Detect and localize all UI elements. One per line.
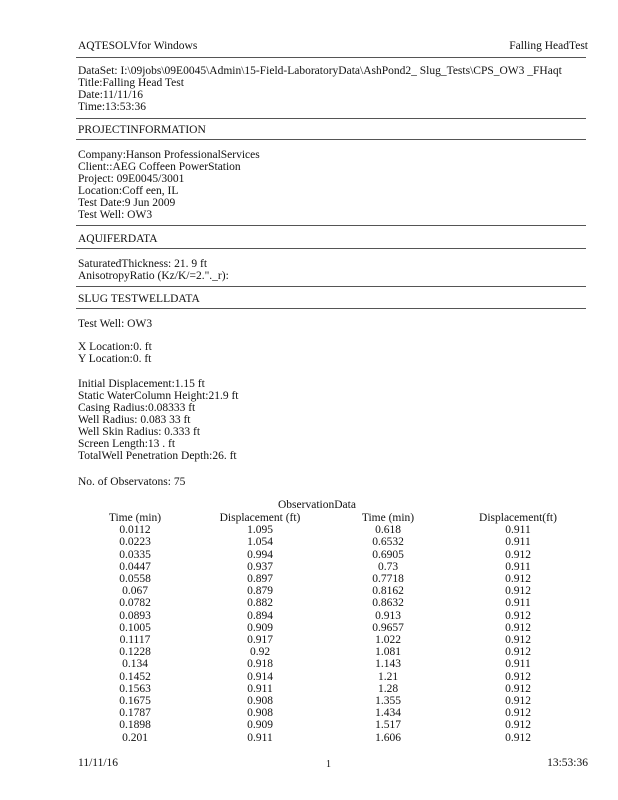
slug-test-well: Test Well: OW3 (78, 318, 153, 330)
cell-time-2: 0.6532 (372, 536, 404, 549)
section-divider (76, 248, 586, 249)
cell-time-1: 0.1228 (119, 646, 151, 659)
cell-displacement-1: 1.054 (247, 536, 273, 549)
anisotropy-ratio: AnisotropyRatio (Kz/K/=2."._r): (78, 270, 229, 282)
report-date: Date:11/11/16 (78, 89, 143, 101)
well-location (78, 341, 152, 365)
cell-displacement-1: 0.909 (247, 621, 273, 634)
well-radius: Well Radius: 0.083 33 ft (78, 414, 191, 426)
table-row (78, 671, 588, 683)
observation-table (78, 512, 588, 744)
table-row (78, 683, 588, 695)
company: Company:Hanson ProfessionalServices (78, 149, 260, 161)
cell-time-1: 0.0782 (119, 597, 151, 610)
x-location: X Location:0. ft (78, 341, 152, 353)
cell-displacement-1: 0.994 (247, 548, 273, 561)
cell-time-2: 0.6905 (372, 548, 404, 561)
table-row (78, 573, 588, 585)
screen-length: Screen Length:13 . ft (78, 438, 176, 450)
location: Location:Coff een, IL (78, 185, 179, 197)
y-location: Y Location:0. ft (78, 353, 152, 365)
cell-displacement-2: 0.912 (505, 719, 531, 732)
cell-time-1: 0.0558 (119, 573, 151, 586)
col-header-time-1: Time (min) (108, 512, 162, 524)
cell-displacement-1: 0.879 (247, 585, 273, 598)
saturated-thickness: SaturatedThickness: 21. 9 ft (78, 258, 208, 270)
cell-time-2: 1.517 (375, 719, 401, 732)
cell-displacement-2: 0.912 (505, 548, 531, 561)
cell-time-2: 1.143 (375, 658, 401, 671)
cell-displacement-1: 0.911 (247, 731, 273, 744)
cell-displacement-1: 0.894 (247, 609, 273, 622)
cell-time-2: 0.7718 (372, 573, 404, 586)
test-date: Test Date:9 Jun 2009 (78, 197, 176, 209)
section-heading-aquifer: AQUIFERDATA (78, 233, 158, 245)
well-parameters (78, 378, 238, 462)
cell-displacement-1: 0.914 (247, 670, 273, 683)
table-row (78, 561, 588, 573)
casing-radius: Casing Radius:0.08333 ft (78, 402, 196, 414)
section-heading-project: PROJECTINFORMATION (78, 124, 206, 136)
section-divider (76, 139, 586, 140)
observation-count: No. of Observatons: 75 (78, 476, 186, 488)
table-row (78, 524, 588, 536)
footer-time: 13:53:36 (547, 757, 588, 769)
table-row (78, 585, 588, 597)
cell-time-2: 1.21 (377, 670, 399, 683)
app-name: AQTESOLVfor Windows (78, 40, 198, 52)
cell-time-1: 0.134 (122, 658, 148, 671)
cell-time-2: 0.73 (377, 560, 399, 573)
cell-displacement-1: 0.917 (247, 634, 273, 647)
cell-displacement-2: 0.912 (505, 695, 531, 708)
cell-time-1: 0.0112 (119, 524, 151, 537)
client: Client::AEG Coffeen PowerStation (78, 161, 241, 173)
project-number: Project: 09E0045/3001 (78, 173, 185, 185)
cell-displacement-2: 0.911 (505, 524, 531, 537)
cell-time-1: 0.201 (122, 731, 148, 744)
project-info (78, 149, 260, 221)
page-number: 1 (326, 759, 331, 770)
penetration-depth: TotalWell Penetration Depth:26. ft (78, 450, 237, 462)
cell-displacement-2: 0.912 (505, 634, 531, 647)
static-water-column: Static WaterColumn Height:21.9 ft (78, 390, 239, 402)
cell-time-2: 1.081 (375, 646, 401, 659)
section-divider (76, 118, 586, 119)
cell-displacement-2: 0.912 (505, 731, 531, 744)
cell-time-1: 0.1563 (119, 682, 151, 695)
cell-displacement-2: 0.912 (505, 670, 531, 683)
observation-table-body (78, 524, 588, 744)
section-divider (76, 286, 586, 287)
cell-displacement-1: 1.095 (247, 524, 273, 537)
cell-time-2: 1.28 (377, 682, 399, 695)
table-row (78, 622, 588, 634)
cell-displacement-2: 0.911 (505, 597, 531, 610)
cell-time-2: 0.8632 (372, 597, 404, 610)
cell-time-2: 1.434 (375, 707, 401, 720)
table-row (78, 634, 588, 646)
report-title: Title:Falling Head Test (78, 77, 184, 89)
report-time: Time:13:53:36 (78, 101, 146, 113)
cell-displacement-1: 0.908 (247, 707, 273, 720)
table-row (78, 707, 588, 719)
cell-time-1: 0.0447 (119, 560, 151, 573)
table-row (78, 549, 588, 561)
footer-date: 11/11/16 (78, 757, 119, 769)
col-header-displacement-2: Displacement(ft) (479, 512, 557, 524)
cell-time-1: 0.1117 (119, 634, 151, 647)
cell-displacement-2: 0.912 (505, 585, 531, 598)
cell-displacement-2: 0.912 (505, 682, 531, 695)
test-well: Test Well: OW3 (78, 209, 153, 221)
well-skin-radius: Well Skin Radius: 0.333 ft (78, 426, 201, 438)
cell-displacement-2: 0.912 (505, 646, 531, 659)
header-divider (76, 57, 586, 58)
cell-displacement-2: 0.911 (505, 536, 531, 549)
cell-time-2: 0.8162 (372, 585, 404, 598)
aquifer-info (78, 258, 229, 282)
cell-time-1: 0.0893 (119, 609, 151, 622)
cell-displacement-1: 0.897 (247, 573, 273, 586)
section-divider (76, 225, 586, 226)
table-row (78, 610, 588, 622)
table-row (78, 719, 588, 731)
section-divider (76, 308, 586, 309)
cell-time-1: 0.1787 (119, 707, 151, 720)
cell-time-1: 0.0223 (119, 536, 151, 549)
dataset-path: DataSet: I:\09jobs\09E0045\Admin\15-Field-LaboratoryData\AshPond2_ Slug_Tests\CPS_OW3 _FHaqt (78, 65, 562, 77)
table-header-row (78, 512, 588, 524)
cell-displacement-1: 0.911 (247, 682, 273, 695)
cell-displacement-2: 0.912 (505, 621, 531, 634)
observation-data-title: ObservationData (278, 499, 356, 511)
cell-displacement-1: 0.909 (247, 719, 273, 732)
cell-time-1: 0.1898 (119, 719, 151, 732)
cell-displacement-1: 0.882 (247, 597, 273, 610)
col-header-time-2: Time (min) (361, 512, 415, 524)
table-row (78, 646, 588, 658)
col-header-displacement-1: Displacement (ft) (219, 512, 301, 524)
cell-time-1: 0.1005 (119, 621, 151, 634)
cell-time-2: 1.022 (375, 634, 401, 647)
report-type: Falling HeadTest (509, 40, 588, 52)
cell-time-2: 1.606 (375, 731, 401, 744)
table-row (78, 695, 588, 707)
cell-displacement-2: 0.911 (505, 658, 531, 671)
section-heading-slug: SLUG TESTWELLDATA (78, 293, 200, 305)
table-row (78, 732, 588, 744)
cell-displacement-2: 0.912 (505, 609, 531, 622)
cell-displacement-1: 0.918 (247, 658, 273, 671)
cell-time-1: 0.067 (122, 585, 148, 598)
meta-block (78, 65, 562, 113)
cell-displacement-1: 0.937 (247, 560, 273, 573)
cell-time-2: 0.618 (375, 524, 401, 537)
cell-displacement-2: 0.912 (505, 573, 531, 586)
cell-time-2: 0.9657 (372, 621, 404, 634)
cell-displacement-1: 0.908 (247, 695, 273, 708)
cell-displacement-2: 0.911 (505, 560, 531, 573)
table-row (78, 658, 588, 670)
cell-displacement-2: 0.912 (505, 707, 531, 720)
cell-displacement-1: 0.92 (249, 646, 271, 659)
cell-time-1: 0.1452 (119, 670, 151, 683)
cell-time-2: 1.355 (375, 695, 401, 708)
table-row (78, 536, 588, 548)
table-row (78, 597, 588, 609)
initial-displacement: Initial Displacement:1.15 ft (78, 378, 205, 390)
cell-time-2: 0.913 (375, 609, 401, 622)
cell-time-1: 0.1675 (119, 695, 151, 708)
cell-time-1: 0.0335 (119, 548, 151, 561)
